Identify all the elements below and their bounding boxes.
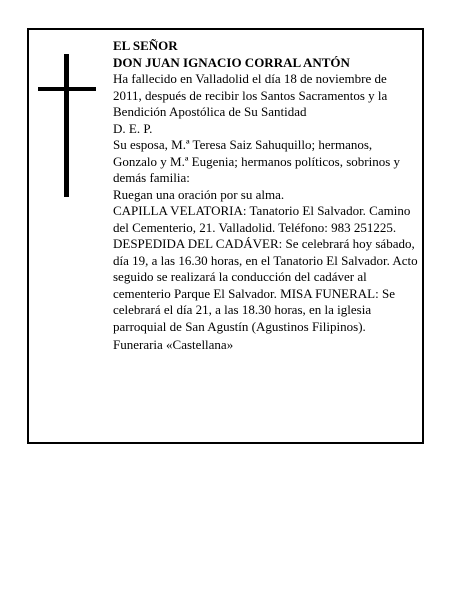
cross-horizontal-bar (38, 87, 96, 91)
farewell-and-mass-info: DESPEDIDA DEL CADÁVER: Se celebrará hoy sábado, día 19, a las 16.30 horas, en el Tanatorio El Salvador. Acto seguido se realizará la conducción del cadáver al cementerio Parque El Salvador. MISA FUNERAL: Se celebrará el día 21, a las 18.30 horas, en la iglesia parroquial de San Agustín (Agustinos Filipinos). (113, 236, 418, 334)
rest-in-peace: D. E. P. (113, 120, 153, 136)
prayer-request: Ruegan una oración por su alma. (113, 186, 285, 202)
chapel-info: CAPILLA VELATORIA: Tanatorio El Salvador. Camino del Cementerio, 21. Valladolid. Teléfono: 983 251225. (113, 203, 411, 235)
title-honorific: EL SEÑOR (113, 38, 178, 53)
obituary-text (113, 38, 418, 354)
latin-cross-icon (38, 54, 96, 197)
death-announcement: Ha fallecido en Valladolid el día 18 de noviembre de 2011, después de recibir los Santos Sacramentos y la Bendición Apostólica de Su Santidad (113, 71, 388, 119)
funeral-home: Funeraria «Castellana» (113, 337, 234, 352)
deceased-name: DON JUAN IGNACIO CORRAL ANTÓN (113, 54, 350, 70)
cross-vertical-bar (64, 54, 69, 197)
family-list: Su esposa, M.ª Teresa Saiz Sahuquillo; hermanos, Gonzalo y M.ª Eugenia; hermanos políticos, sobrinos y demás familia: (113, 137, 401, 185)
